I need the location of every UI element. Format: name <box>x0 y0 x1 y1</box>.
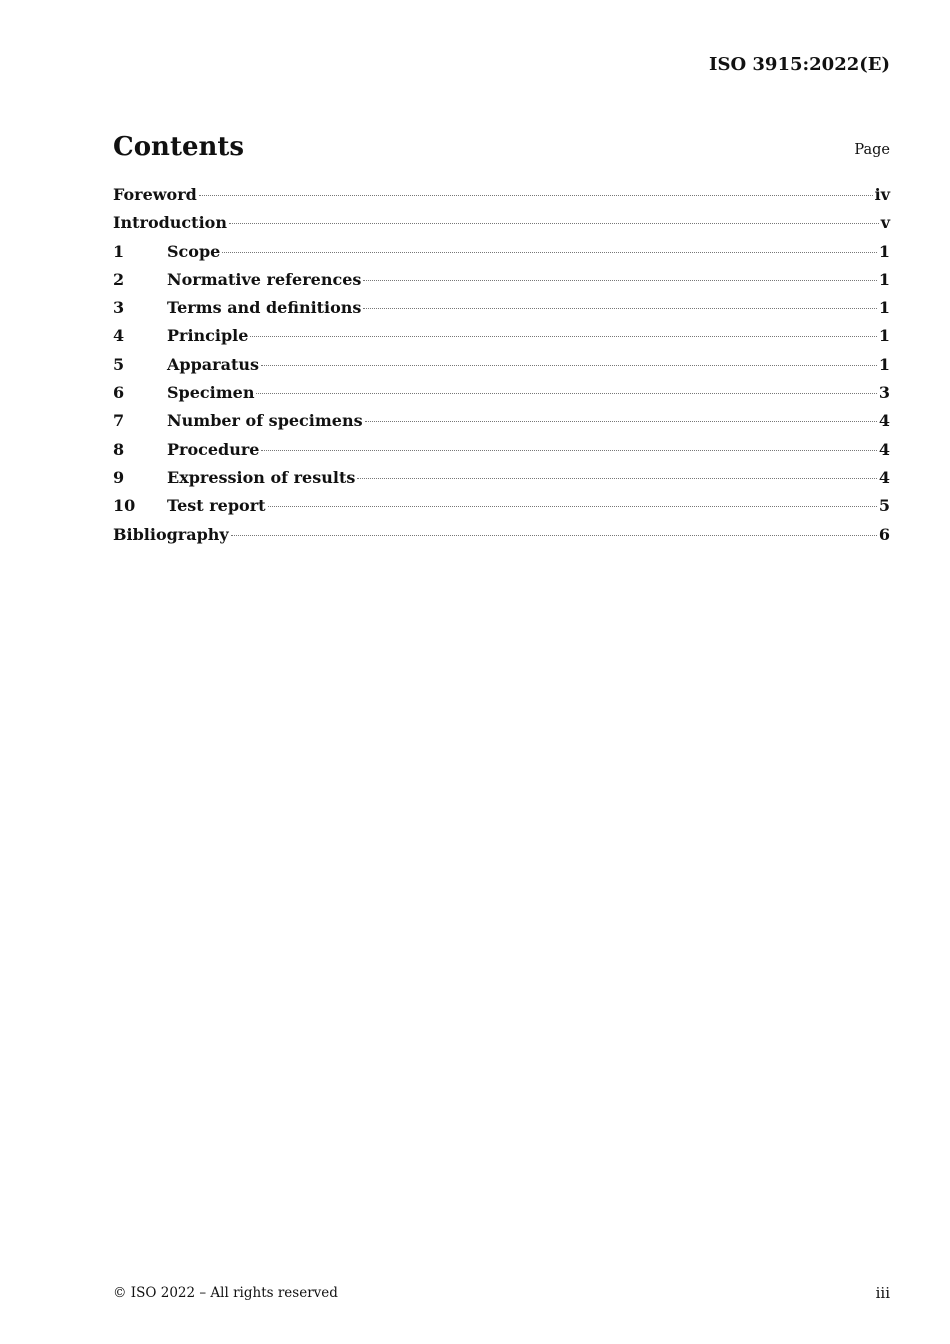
dot-leader <box>222 252 877 253</box>
dot-leader <box>268 506 877 507</box>
toc-entry-page: 4 <box>878 467 890 487</box>
toc-entry-page: 1 <box>878 354 890 374</box>
dot-leader <box>199 195 873 196</box>
dot-leader <box>229 223 879 224</box>
toc-entry-page: 1 <box>878 241 890 261</box>
toc-entry-number: 7 <box>113 411 125 431</box>
dot-leader <box>363 308 876 309</box>
toc-entry-number: 9 <box>113 467 125 487</box>
table-of-contents <box>113 185 890 553</box>
toc-entry-normative-references[interactable] <box>113 270 890 298</box>
dot-leader <box>250 336 876 337</box>
toc-entry-page: 4 <box>878 411 890 431</box>
toc-entry-number: 1 <box>113 241 125 261</box>
toc-entry-number-of-specimens[interactable] <box>113 411 890 439</box>
toc-entry-page: 1 <box>878 326 890 346</box>
toc-entry-page: 5 <box>878 496 890 516</box>
footer-copyright: © ISO 2022 – All rights reserved <box>113 1285 338 1301</box>
toc-entry-page: 1 <box>878 298 890 318</box>
toc-entry-title: Apparatus <box>167 354 259 374</box>
toc-entry-page: v <box>880 213 890 233</box>
dot-leader <box>261 450 876 451</box>
dot-leader <box>363 280 876 281</box>
toc-entry-title: Bibliography <box>113 524 229 544</box>
dot-leader <box>261 365 877 366</box>
toc-entry-number: 5 <box>113 354 125 374</box>
toc-entry-title: Specimen <box>167 383 255 403</box>
dot-leader <box>231 535 877 536</box>
toc-entry-page: 3 <box>878 383 890 403</box>
toc-entry-title: Procedure <box>167 439 260 459</box>
toc-entry-title: Principle <box>167 326 249 346</box>
document-id: ISO 3915:2022(E) <box>709 54 890 75</box>
footer-page-number: iii <box>875 1284 890 1302</box>
toc-entry-foreword[interactable] <box>113 185 890 213</box>
toc-entry-page: 4 <box>878 439 890 459</box>
toc-entry-introduction[interactable] <box>113 213 890 241</box>
toc-entry-principle[interactable] <box>113 326 890 354</box>
toc-entry-page: 1 <box>878 269 890 289</box>
toc-entry-expression-of-results[interactable] <box>113 468 890 496</box>
toc-entry-number: 4 <box>113 326 125 346</box>
toc-entry-number: 6 <box>113 383 125 403</box>
dot-leader <box>365 421 877 422</box>
contents-heading: Contents <box>113 132 245 162</box>
toc-entry-specimen[interactable] <box>113 383 890 411</box>
toc-entry-title: Scope <box>167 241 221 261</box>
toc-entry-number: 2 <box>113 269 125 289</box>
toc-entry-terms-and-definitions[interactable] <box>113 298 890 326</box>
toc-entry-number: 3 <box>113 298 125 318</box>
dot-leader <box>256 393 876 394</box>
toc-entry-apparatus[interactable] <box>113 355 890 383</box>
toc-entry-page: 6 <box>878 524 890 544</box>
toc-entry-title: Number of specimens <box>167 411 363 431</box>
toc-entry-bibliography[interactable] <box>113 525 890 553</box>
dot-leader <box>357 478 877 479</box>
toc-entry-page: iv <box>874 185 890 204</box>
toc-entry-title: Test report <box>167 496 266 516</box>
toc-entry-title: Expression of results <box>167 467 356 487</box>
toc-entry-test-report[interactable] <box>113 496 890 524</box>
toc-entry-title: Normative references <box>167 269 362 289</box>
toc-entry-title: Terms and definitions <box>167 298 362 318</box>
toc-entry-number: 8 <box>113 439 125 459</box>
toc-entry-number: 10 <box>113 496 136 516</box>
toc-entry-title: Foreword <box>113 185 197 204</box>
toc-entry-procedure[interactable] <box>113 440 890 468</box>
page-column-label: Page <box>854 142 890 158</box>
toc-entry-scope[interactable] <box>113 242 890 270</box>
toc-entry-title: Introduction <box>113 213 227 233</box>
